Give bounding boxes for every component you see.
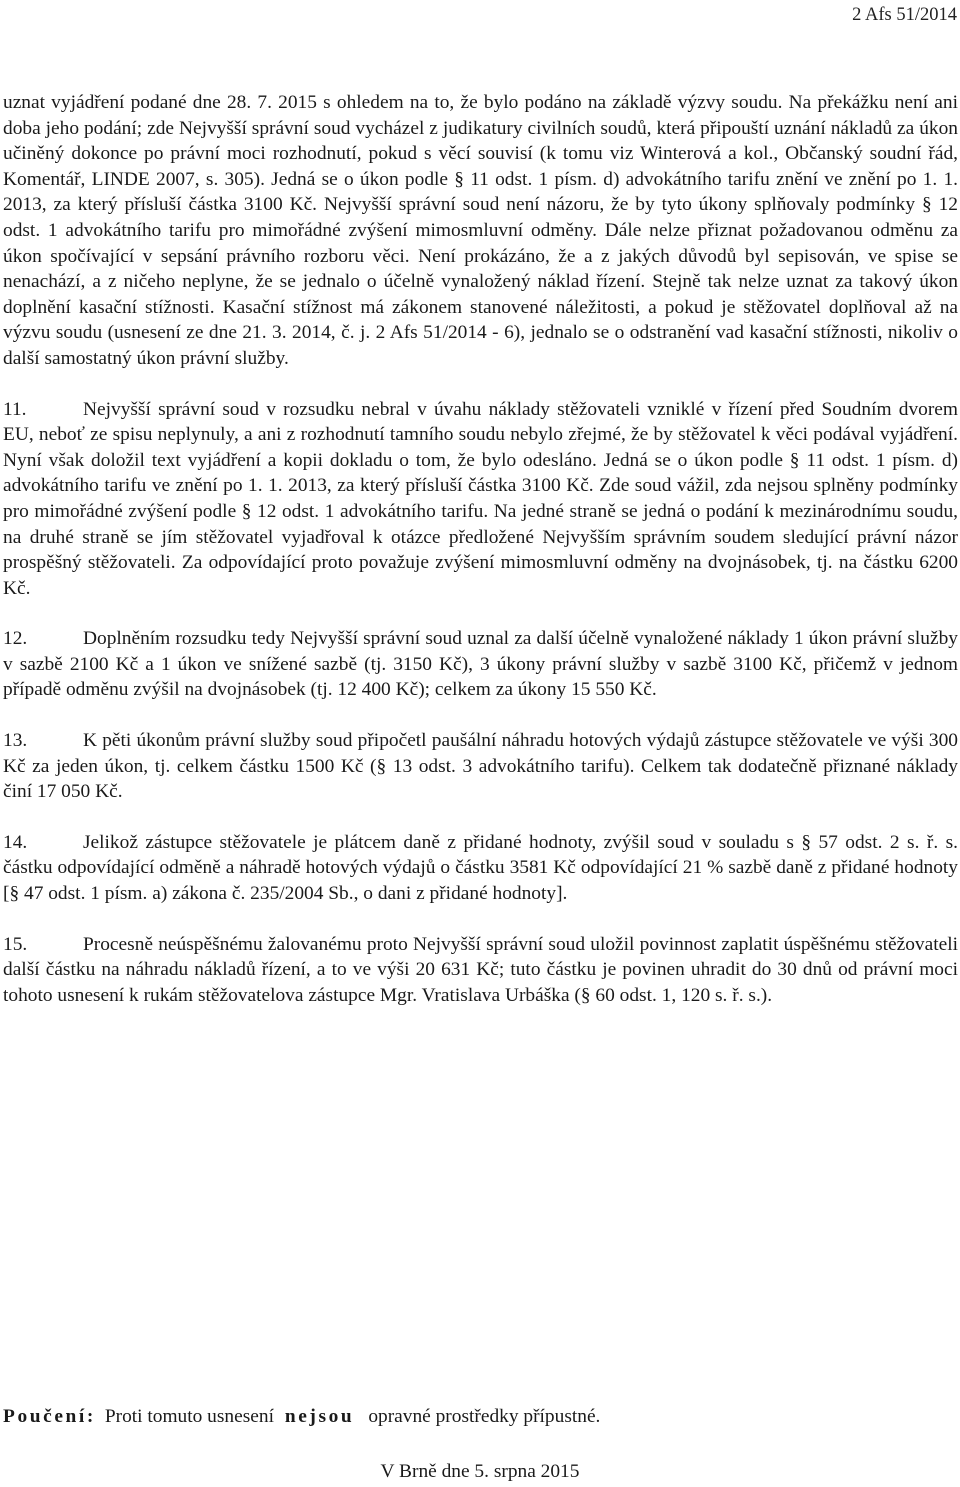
notice-text-before: Proti tomuto usnesení [104, 1406, 274, 1427]
case-number-header: 2 Afs 51/2014 [852, 5, 957, 25]
paragraph-number: 15. [3, 933, 28, 955]
paragraph-12 [3, 626, 958, 703]
paragraph-14 [3, 830, 958, 907]
paragraph-number: 11. [3, 398, 27, 420]
paragraph-number: 14. [3, 831, 28, 853]
legal-notice [3, 1404, 958, 1430]
paragraph-text: Nejvyšší správní soud v rozsudku nebral v úvahu náklady stěžovateli vzniklé v řízení před Soudním dvorem EU, neboť ze spisu neplynuly, a ani z rozhodnutí tamního soudu nebylo zřejmé, že by stěžovatel k věci podával vyjádření. Nyní však doložil text vyjádření a kopii dokladu o tom, že bylo odesláno. Jedná se o úkon podle § 11 odst. 1 písm. d) advokátního tarifu ve znění po 1. 1. 2013, za který přísluší částka 3100 Kč. Zde soud vážil, zda nejsou splněny podmínky pro mimořádné zvýšení podle § 12 odst. 1 advokátního tarifu. Na jedné straně se jedná o podání k mezinárodnímu soudu, na druhé straně se jím stěžovatel vyjadřoval k otázce předložené Nejvyšším správním soudem sledující právní názor prospěšný stěžovateli. Za odpovídající proto považuje zvýšení mimosmluvní odměny na dvojnásobek, tj. na částku 6200 Kč. [3, 398, 958, 599]
document-body [3, 90, 958, 1008]
paragraph-text: K pěti úkonům právní služby soud připočetl paušální náhradu hotových výdajů zástupce stěžovatele ve výši 300 Kč za jeden úkon, tj. celkem částku 1500 Kč (§ 13 odst. 3 advokátního tarifu). Celkem tak dodatečně přiznané náklady činí 17 050 Kč. [3, 730, 958, 803]
paragraph-number: 12. [3, 628, 28, 650]
paragraph-continuation: uznat vyjádření podané dne 28. 7. 2015 s ohledem na to, že bylo podáno na základě výzvy soudu. Na překážku není ani doba jeho podání; zde Nejvyšší správní soud vycházel z judikatury civilních soudů, která připouští uznání nákladů za úkon učiněný dokonce po právní moci rozhodnutí, pokud s věcí souvisí (k tomu viz Winterová a kol., Občanský soudní řád, Komentář, LINDE 2007, s. 305). Jedná se o úkon podle § 11 odst. 1 písm. d) advokátního tarifu znění ve znění po 1. 1. 2013, za který přísluší částka 3100 Kč. Nejvyšší správní soud není názoru, že by tyto úkony splňovaly podmínky § 12 odst. 1 advokátního tarifu pro mimořádné zvýšení mimosmluvní odměny. Dále nelze přiznat požadovanou odměnu za úkon spočívající v sepsání právního rozboru věci. Není prokázáno, že a z jakých důvodů byl sepisován, ve spise se nenachází, a z ničeho neplyne, že se jednalo o účelně vynaložený náklad řízení. Stejně tak nelze uznat za takový úkon doplnění kasační stížnosti. Kasační stížnost má zákonem stanovené náležitosti, a pokud je stěžovatel doplňoval až na výzvu soudu (usnesení ze dne 21. 3. 2014, č. j. 2 Afs 51/2014 - 6), jednalo se o odstranění vad kasační stížnosti, nikoliv o další samostatný úkon právní služby. [3, 92, 958, 369]
notice-label: Poučení: [3, 1406, 96, 1427]
paragraph-text: Jelikož zástupce stěžovatele je plátcem daně z přidané hodnoty, zvýšil soud v souladu s § 57 odst. 2 s. ř. s. částku odpovídající odměně a náhradě hotových výdajů o částku 3581 Kč odpovídající 21 % sazbě daně z přidané hodnoty [§ 47 odst. 1 písm. a) zákona č. 235/2004 Sb., o dani z přidané hodnoty]. [3, 831, 958, 905]
paragraph-15 [3, 932, 958, 1009]
notice-text-after: opravné prostředky přípustné. [368, 1406, 601, 1427]
place-date-footer: V Brně dne 5. srpna 2015 [380, 1461, 580, 1482]
notice-emphasis: nejsou [284, 1406, 355, 1427]
paragraph-text: Doplněním rozsudku tedy Nejvyšší správní soud uznal za další účelně vynaložené náklady 1 úkon právní služby v sazbě 2100 Kč a 1 úkon ve snížené sazbě (tj. 3150 Kč), 3 úkony právní služby v sazbě 3100 Kč, přičemž v jednom případě odměnu zvýšil na dvojnásobek (tj. 12 400 Kč); celkem za úkony 15 550 Kč. [3, 628, 958, 701]
paragraph-number: 13. [3, 730, 28, 752]
paragraph-13 [3, 728, 958, 805]
paragraph-11 [3, 397, 958, 602]
paragraph-text: Procesně neúspěšnému žalovanému proto Nejvyšší správní soud uložil povinnost zaplatit úspěšnému stěžovateli další částku na náhradu nákladů řízení, a to ve výši 20 631 Kč; tuto částku je povinen uhradit do 30 dnů od právní moci tohoto usnesení k rukám stěžovatelova zástupce Mgr. Vratislava Urbáška (§ 60 odst. 1, 120 s. ř. s.). [3, 933, 958, 1006]
